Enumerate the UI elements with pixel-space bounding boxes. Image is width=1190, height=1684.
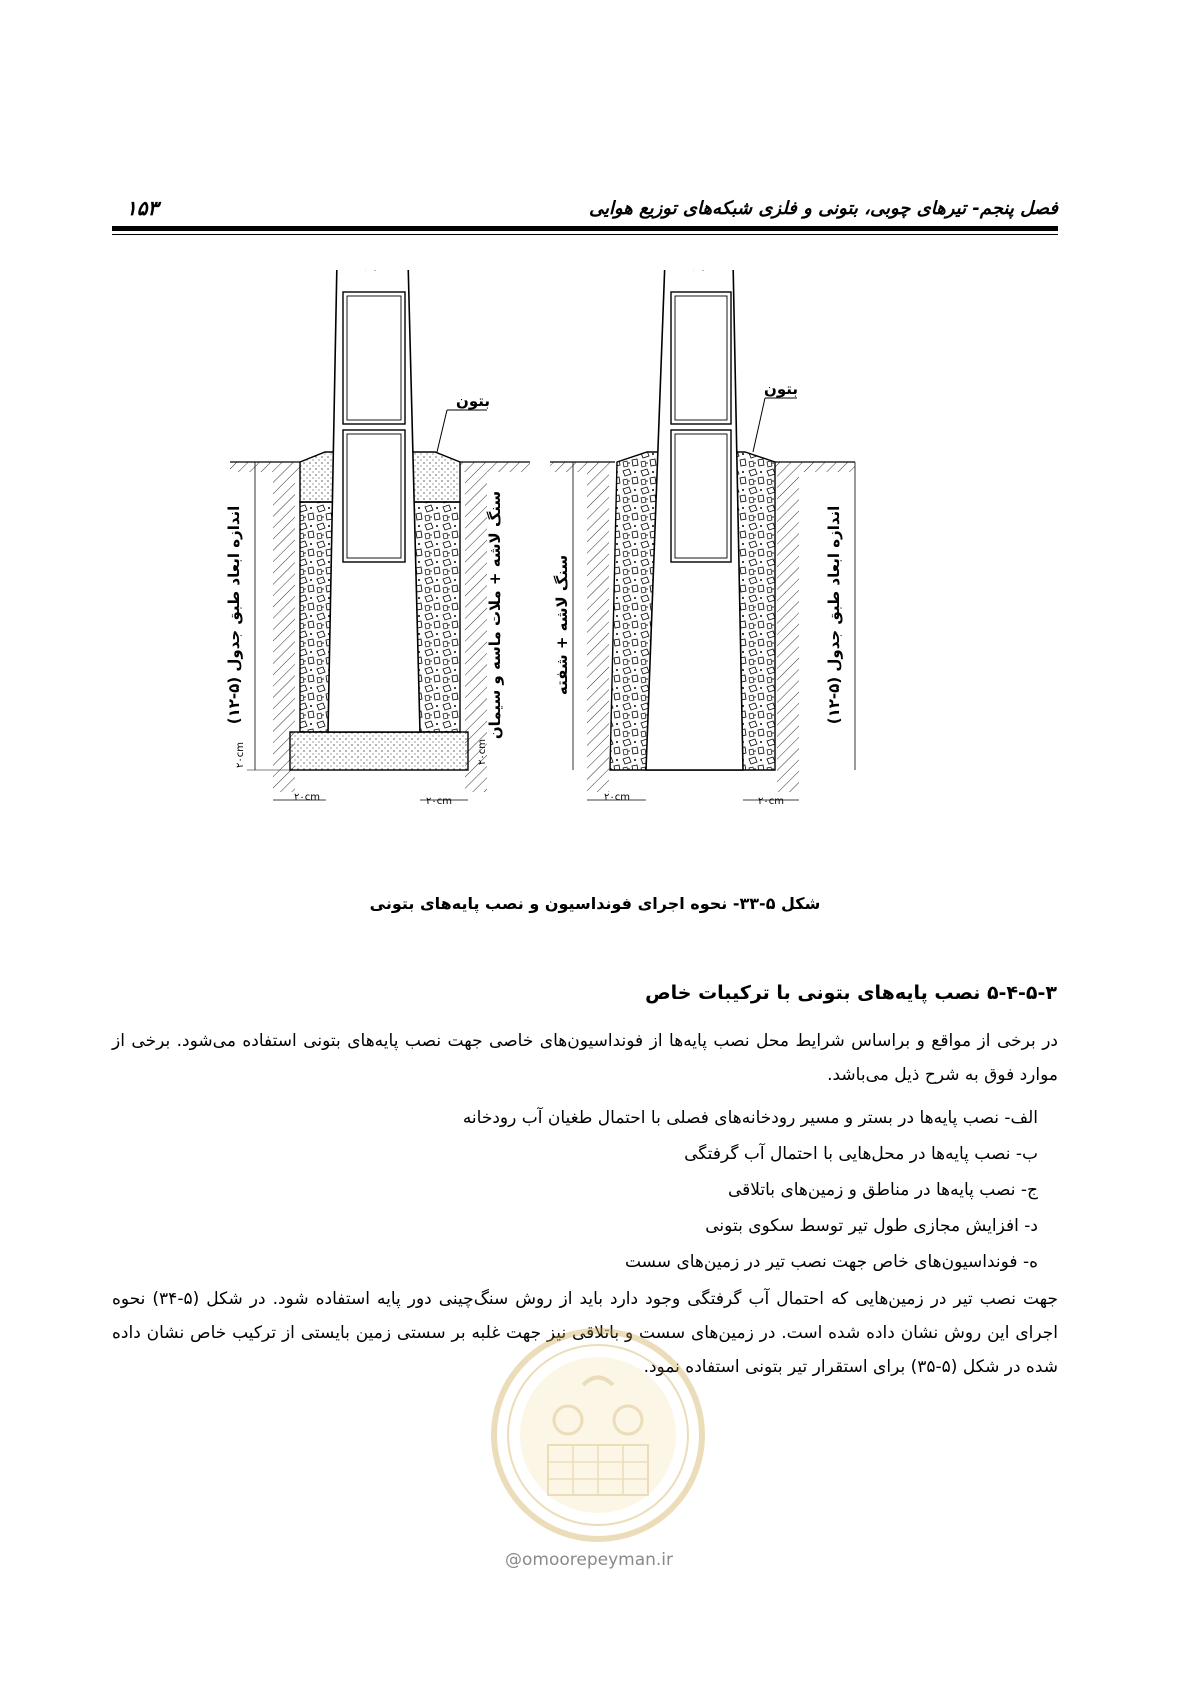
- label-concrete-left: بتون: [456, 392, 490, 410]
- dim-label-side-a: ۲۰cm: [604, 792, 630, 803]
- ground-hatch-left-a: [230, 462, 300, 472]
- foundation-drawing: [225, 270, 945, 880]
- site-watermark: @omoorepeyman.ir: [505, 1550, 674, 1570]
- pole-body: [646, 270, 743, 770]
- label-dimension-right: اندازه ابعاد طبق جدول (۵-۱۲): [825, 505, 843, 725]
- dim-label-base: ۲۰cm: [477, 739, 488, 765]
- header-rule-thin: [112, 234, 1058, 235]
- closing-paragraph: جهت نصب تیر در زمین‌هایی که احتمال آب گرفتگی وجود دارد باید از روش سنگ‌چینی دور پایه استفاده شود. در شکل (۵-۳۴) نحوه اجرای این روش نشان داده شده است. در زمین‌های سست و باتلاقی نیز جهت غلبه بر سستی زمین بایستی از ترکیب خاص نشان داده شده در شکل (۵-۳۵) برای استقرار تیر بتونی استفاده نمود.: [112, 1289, 1058, 1377]
- ground-hatch-right-b: [775, 462, 855, 472]
- foundation-figure: [225, 270, 945, 880]
- list-item: ج- نصب پایه‌ها در مناطق و زمین‌های باتلاقی: [727, 1180, 1038, 1200]
- header-rule-thick: [112, 226, 1058, 231]
- page-number: ۱۵۳: [126, 196, 159, 220]
- label-dimension-left: اندازه ابعاد طبق جدول (۵-۱۲): [225, 505, 243, 725]
- dim-label-side-b: ۲۰cm: [426, 796, 452, 807]
- leader-line: [753, 398, 765, 452]
- ground-hatch-left-b: [460, 462, 530, 472]
- concrete-base: [290, 732, 468, 770]
- label-fill-left: سنگ لاشه + ملات ماسه و سیمان: [486, 490, 504, 740]
- pit-wall-hatch: [587, 472, 609, 792]
- list-item: ه- فونداسیون‌های خاص جهت نصب تیر در زمین‌های سست: [624, 1252, 1038, 1272]
- figure-caption: شکل ۵-۳۳- نحوه اجرای فونداسیون و نصب پایه‌های بتونی: [369, 894, 821, 913]
- chapter-title: فصل پنجم- تیرهای چوبی، بتونی و فلزی شبکه‌های توزیع هوایی: [588, 198, 1058, 219]
- left-foundation: [225, 270, 530, 807]
- seal-watermark-icon: [488, 1325, 708, 1545]
- label-fill-right: سنگ لاشه + شفته: [553, 554, 571, 696]
- pit-wall-hatch: [777, 472, 799, 792]
- list-item: ب- نصب پایه‌ها در محل‌هایی با احتمال آب گرفتگی: [684, 1144, 1038, 1164]
- dim-label-bottom: ۲۰cm: [235, 742, 246, 768]
- ground-hatch-right-a: [550, 462, 610, 472]
- intro-paragraph: در برخی از مواقع و براساس شرایط محل نصب پایه‌ها از فونداسیون‌های خاصی جهت نصب پایه‌های بتونی استفاده می‌شود. برخی از موارد فوق به شرح ذیل می‌باشد.: [112, 1031, 1058, 1085]
- label-concrete-right: بتون: [764, 380, 798, 398]
- list-item: الف- نصب پایه‌ها در بستر و مسیر رودخانه‌های فصلی با احتمال طغیان آب رودخانه: [462, 1108, 1038, 1128]
- section-heading: ۵-۴-۵-۳ نصب پایه‌های بتونی با ترکیبات خاص: [645, 982, 1057, 1004]
- pole-body: [328, 270, 420, 732]
- right-foundation: [550, 270, 855, 807]
- dim-label-side-a: ۲۰cm: [294, 792, 320, 803]
- dim-label-side-b: ۲۰cm: [758, 796, 784, 807]
- page-header: [112, 198, 1058, 228]
- leader-line: [437, 410, 447, 452]
- list-item: د- افزایش مجازی طول تیر توسط سکوی بتونی: [705, 1216, 1038, 1236]
